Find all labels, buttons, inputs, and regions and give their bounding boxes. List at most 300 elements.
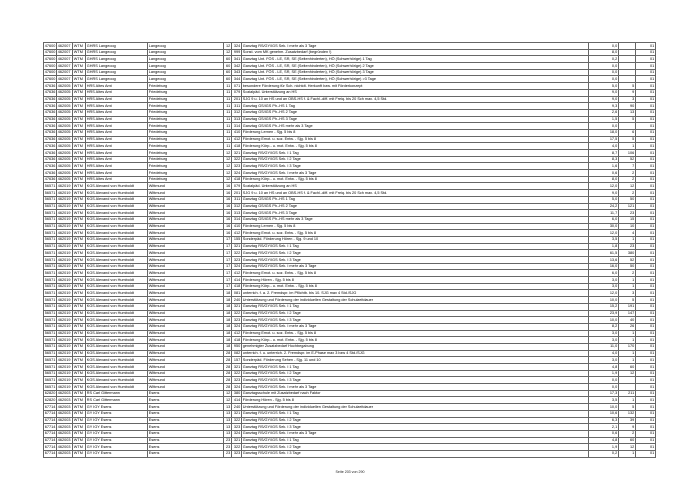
table-cell: 13 xyxy=(224,417,232,424)
table-cell: Friedeburg xyxy=(148,96,224,103)
table-cell: 170 xyxy=(619,343,636,350)
table-cell: 462005 xyxy=(57,89,73,96)
table-cell: 17 xyxy=(224,270,232,277)
table-cell: 01 xyxy=(636,129,656,136)
table-cell: WTM xyxy=(73,123,86,130)
table-cell: 191 xyxy=(619,303,636,310)
table-cell: 01 xyxy=(636,216,656,223)
table-cell: 2 xyxy=(619,170,636,177)
table-cell: WTM xyxy=(73,196,86,203)
table-cell: 462019 xyxy=(57,216,73,223)
table-cell: 01 xyxy=(636,143,656,150)
table-cell: 60 xyxy=(224,56,232,63)
table-cell xyxy=(619,384,636,391)
table-cell: 12 xyxy=(224,163,232,170)
table-cell: 462019 xyxy=(57,310,73,317)
table-cell: Ganztag Unt. FÖS - LE, SR, SE (Seitenhinderten), HÖ (Schwerhörige) 3 Tage xyxy=(242,69,589,76)
table-cell: 11 xyxy=(224,143,232,150)
table-cell: 12,0 xyxy=(589,290,619,297)
table-cell: Sonderpäd. Förderung Sehen - Sjg. 11 und 10 xyxy=(242,357,589,364)
table-cell: 17 xyxy=(224,250,232,257)
table-cell: SJG 9 u. 10 an HS und an OBS-HS f. & Fachl.-diff. mit Freiq. bis 20 Sch max. 4,5 Std. xyxy=(242,96,589,103)
table-row xyxy=(44,210,656,217)
table-cell: 322 xyxy=(232,444,242,451)
table-cell: 10 xyxy=(619,223,636,230)
table-cell: 462003 xyxy=(57,430,73,437)
table-cell: GY IGY Esens xyxy=(86,430,148,437)
table-cell xyxy=(619,377,636,384)
table-cell: Wittmund xyxy=(148,317,224,324)
table-cell: WTM xyxy=(73,283,86,290)
table-cell: Ganztag GS/IGS Ph.-HS 2 Tage xyxy=(242,109,589,116)
table-cell: 462019 xyxy=(57,190,73,197)
table-cell: 16 xyxy=(224,196,232,203)
table-row xyxy=(44,283,656,290)
table-cell: 462005 xyxy=(57,156,73,163)
table-cell: Esens xyxy=(148,417,224,424)
table-cell: KGS Alexand von Humboldt xyxy=(86,370,148,377)
table-cell: 147 xyxy=(619,310,636,317)
table-cell: 462007 xyxy=(57,63,73,70)
table-cell: 4,8 xyxy=(589,364,619,371)
table-cell: 47636 xyxy=(44,103,56,108)
table-cell: 56571 xyxy=(44,297,56,302)
table-cell: 01 xyxy=(636,290,656,297)
table-cell: 462003 xyxy=(57,417,73,424)
table-cell: Sonst. vom MK genehm. Zusatzbedarf (begründen !) xyxy=(242,49,589,56)
table-cell: 60 xyxy=(224,63,232,70)
table-cell: KGS Alexand von Humboldt xyxy=(86,310,148,317)
table-cell: 322 xyxy=(232,156,242,163)
table-cell: 56571 xyxy=(44,183,56,188)
table-cell: 462019 xyxy=(57,230,73,237)
table-cell: Ganztag RS/GY/IGS Sek. I 2 Tage xyxy=(242,250,589,257)
table-cell: 462019 xyxy=(57,337,73,344)
table-cell: 67714 xyxy=(44,431,56,436)
table-cell: 47636 xyxy=(44,123,56,128)
table-cell: WTM xyxy=(73,263,86,270)
table-cell: 9,0 xyxy=(589,96,619,103)
table-cell: 16 xyxy=(224,216,232,223)
table-cell: 67714 xyxy=(44,404,56,409)
table-cell: Ganztag RS/GY/IGS Sek. I 1 Tag xyxy=(242,150,589,157)
table-cell: Langeoog xyxy=(148,43,224,50)
table-cell: 313 xyxy=(232,210,242,217)
table-cell: KGS Alexand von Humboldt xyxy=(86,223,148,230)
table-cell: 01 xyxy=(636,430,656,437)
table-cell: 6 xyxy=(619,129,636,136)
table-cell: Esens xyxy=(148,444,224,451)
table-cell: 11,0 xyxy=(589,343,619,350)
table-cell: 01 xyxy=(636,270,656,277)
table-cell: 56571 xyxy=(44,317,56,322)
table-cell: 999 xyxy=(232,49,242,56)
table-cell: Ganztag RS/GY/IGS Sek. I 3 Tage xyxy=(242,163,589,170)
table-cell: GHRS Langeoog xyxy=(86,49,148,56)
table-cell: 47600 xyxy=(44,76,56,81)
table-cell: 322 xyxy=(232,370,242,377)
table-cell: 0,0 xyxy=(589,123,619,130)
table-row xyxy=(44,303,656,310)
table-cell: Förderung Hören - Sjg. 5 bis 8 xyxy=(242,397,589,404)
table-cell: 240 xyxy=(232,297,242,304)
table-cell: 0,2 xyxy=(589,56,619,63)
table-cell: Förderung Lernen - Sjg. 5 bis 8 xyxy=(242,223,589,230)
table-cell: Ganztag RS/GY/IGS Sek. I 3 Tage xyxy=(242,450,589,457)
table-cell: 462019 xyxy=(57,277,73,284)
table-cell: Ganztag RS/GY/IGS Sek. I 1 Tag xyxy=(242,410,589,417)
table-cell: 01 xyxy=(636,370,656,377)
table-row xyxy=(44,163,656,170)
table-cell: Wittmund xyxy=(148,297,224,304)
table-cell: 24,2 xyxy=(589,203,619,210)
table-cell: Wittmund xyxy=(148,377,224,384)
table-cell: Ganztag GS/IGS Ph.-HS 3 Tage xyxy=(242,116,589,123)
table-cell: WTM xyxy=(73,183,86,190)
table-cell: Esens xyxy=(148,410,224,417)
table-cell: 0,0 xyxy=(589,76,619,83)
table-cell: 380 xyxy=(232,390,242,397)
table-cell: 28 xyxy=(224,364,232,371)
table-cell: 47636 xyxy=(44,83,56,88)
table-cell: 90 xyxy=(619,103,636,110)
table-cell: 462019 xyxy=(57,370,73,377)
table-cell: Wittmund xyxy=(148,277,224,284)
table-row xyxy=(44,183,656,190)
table-cell: 462019 xyxy=(57,183,73,190)
table-cell: 321 xyxy=(232,364,242,371)
table-cell: 01 xyxy=(636,156,656,163)
table-cell: 01 xyxy=(636,257,656,264)
table-cell: 1 xyxy=(619,357,636,364)
table-cell: WTM xyxy=(73,136,86,143)
page-footer: Seite 203 von 290 xyxy=(335,470,365,474)
table-cell: 01 xyxy=(636,190,656,197)
table-cell: 4 xyxy=(619,230,636,237)
table-cell: RS Carl Gittermann xyxy=(86,390,148,397)
table-cell: 462019 xyxy=(57,377,73,384)
table-cell: HRS Altes Amt xyxy=(86,83,148,90)
table-cell: 462019 xyxy=(57,257,73,264)
table-cell: WTM xyxy=(73,83,86,90)
table-cell: Ganztag RS/GY/IGS Sek. I mehr als 3 Tage xyxy=(242,430,589,437)
table-cell: 01 xyxy=(636,337,656,344)
table-cell: 56571 xyxy=(44,270,56,275)
table-cell: 240 xyxy=(232,404,242,411)
table-cell: 56571 xyxy=(44,264,56,269)
table-cell: 1,9 xyxy=(589,444,619,451)
table-cell: 322 xyxy=(232,310,242,317)
table-cell: Ganztag Unt. FÖS - LE, SR, SE (Seitenhinderten), HÖ (Schwerhörige) 2 Tage xyxy=(242,63,589,70)
table-cell: 18 xyxy=(224,330,232,337)
table-cell: 950 xyxy=(232,343,242,350)
table-cell: 01 xyxy=(636,277,656,284)
table-cell: Friedeburg xyxy=(148,150,224,157)
table-cell: 5 xyxy=(619,83,636,90)
table-cell: 8,3 xyxy=(589,156,619,163)
table-cell: 11 xyxy=(224,96,232,103)
table-cell: 11 xyxy=(224,89,232,96)
table-cell: 61,5 xyxy=(589,250,619,257)
table-cell: 462019 xyxy=(57,203,73,210)
table-cell: 9,0 xyxy=(589,89,619,96)
table-row xyxy=(44,129,656,136)
table-cell: 9 xyxy=(619,424,636,431)
table-cell: Ganztag RS/GY/IGS Sek. I mehr als 3 Tage xyxy=(242,43,589,50)
table-cell: WTM xyxy=(73,370,86,377)
table-cell: KGS Alexand von Humboldt xyxy=(86,210,148,217)
table-cell: GY IGY Esens xyxy=(86,404,148,411)
table-cell: Wittmund xyxy=(148,290,224,297)
table-cell: 342 xyxy=(232,63,242,70)
table-cell: 01 xyxy=(636,89,656,96)
table-cell: 18 xyxy=(224,323,232,330)
table-cell: 1 xyxy=(619,330,636,337)
table-cell: WTM xyxy=(73,450,86,457)
table-cell: Förderung Emot. u. soz. Entw. - Sjg. 5 bis 8 xyxy=(242,330,589,337)
table-cell: Friedeburg xyxy=(148,123,224,130)
table-cell: Wittmund xyxy=(148,203,224,210)
table-cell: Friedeburg xyxy=(148,163,224,170)
table-cell: 01 xyxy=(636,176,656,183)
table-cell: 1 xyxy=(619,143,636,150)
table-cell: 462019 xyxy=(57,330,73,337)
table-cell: WTM xyxy=(73,170,86,177)
table-cell: 462003 xyxy=(57,424,73,431)
table-cell: 17 xyxy=(224,257,232,264)
table-cell: Wittmund xyxy=(148,364,224,371)
table-cell: KGS Alexand von Humboldt xyxy=(86,337,148,344)
table-cell: 1 xyxy=(619,397,636,404)
table-cell: Ganztag GS/IGS Ph.-HS 1 Tag xyxy=(242,196,589,203)
table-cell: WTM xyxy=(73,63,86,70)
table-cell: 01 xyxy=(636,76,656,83)
table-cell: Ganztag RS/GY/IGS Sek. I 1 Tag xyxy=(242,437,589,444)
table-row xyxy=(44,196,656,203)
table-cell: 60 xyxy=(224,76,232,83)
table-cell: 01 xyxy=(636,357,656,364)
table-cell: 56571 xyxy=(44,371,56,376)
table-row xyxy=(44,450,656,457)
table-cell: KGS Alexand von Humboldt xyxy=(86,377,148,384)
table-cell: 23 xyxy=(619,243,636,250)
table-cell: 11 xyxy=(224,83,232,90)
table-cell: GY IGY Esens xyxy=(86,437,148,444)
table-cell: WTM xyxy=(73,223,86,230)
table-cell xyxy=(619,63,636,70)
table-cell: 321 xyxy=(232,150,242,157)
table-cell: 18 xyxy=(224,343,232,350)
table-cell: 56571 xyxy=(44,324,56,329)
table-cell: Langeoog xyxy=(148,63,224,70)
table-cell: 462005 xyxy=(57,116,73,123)
table-row xyxy=(44,136,656,143)
table-cell: 462019 xyxy=(57,297,73,304)
table-cell: 56571 xyxy=(44,344,56,349)
table-cell: KGS Alexand von Humboldt xyxy=(86,323,148,330)
table-cell: 418 xyxy=(232,337,242,344)
table-row xyxy=(44,236,656,243)
table-cell: Ganztag RS/GY/IGS Sek. I mehr als 3 Tage xyxy=(242,170,589,177)
table-cell: KGS Alexand von Humboldt xyxy=(86,190,148,197)
table-cell: Friedeburg xyxy=(148,136,224,143)
table-cell: 155 xyxy=(232,236,242,243)
table-cell: 67714 xyxy=(44,451,56,456)
table-cell: HRS Altes Amt xyxy=(86,103,148,110)
table-cell: 324 xyxy=(232,430,242,437)
table-cell: 462007 xyxy=(57,56,73,63)
table-cell: Ganztag RS/GY/IGS Sek. I mehr als 3 Tage xyxy=(242,384,589,391)
table-row xyxy=(44,257,656,264)
table-cell: GY IGY Esens xyxy=(86,424,148,431)
table-cell: 28 xyxy=(224,357,232,364)
table-cell: WTM xyxy=(73,103,86,110)
table-cell: HRS Altes Amt xyxy=(86,176,148,183)
table-cell: Ganztagsschule mit Zusatzbedarf nach Faktor xyxy=(242,390,589,397)
table-row xyxy=(44,277,656,284)
table-cell: 13 xyxy=(224,410,232,417)
table-cell: Wittmund xyxy=(148,370,224,377)
table-cell: 1,8 xyxy=(589,243,619,250)
table-cell: 01 xyxy=(636,116,656,123)
table-cell: Ganztag RS/GY/IGS Sek. I 2 Tage xyxy=(242,156,589,163)
table-cell: Esens xyxy=(148,404,224,411)
table-cell: 462005 xyxy=(57,109,73,116)
table-cell: 462019 xyxy=(57,270,73,277)
table-cell: 0,0 xyxy=(589,69,619,76)
table-cell: WTM xyxy=(73,109,86,116)
table-cell: WTM xyxy=(73,437,86,444)
table-cell: 418 xyxy=(232,283,242,290)
table-cell: 47636 xyxy=(44,117,56,122)
table-row xyxy=(44,410,656,417)
table-cell: 462005 xyxy=(57,143,73,150)
table-cell: Esens xyxy=(148,397,224,404)
table-cell: 201 xyxy=(232,190,242,197)
table-cell: 01 xyxy=(636,303,656,310)
table-cell: 323 xyxy=(232,317,242,324)
table-cell: 11 xyxy=(224,123,232,130)
table-cell xyxy=(619,56,636,63)
table-cell: 10,0 xyxy=(589,404,619,411)
table-cell: 01 xyxy=(636,437,656,444)
table-cell: WTM xyxy=(73,397,86,404)
table-cell: 0,0 xyxy=(589,377,619,384)
table-cell: HRS Altes Amt xyxy=(86,96,148,103)
table-cell: RS Carl Gittermann xyxy=(86,397,148,404)
table-cell: 323 xyxy=(232,163,242,170)
table-cell: 1 xyxy=(619,337,636,344)
table-cell: Wittmund xyxy=(148,190,224,197)
table-cell: WTM xyxy=(73,424,86,431)
table-cell: 121 xyxy=(619,203,636,210)
table-row xyxy=(44,230,656,237)
table-cell: 16 xyxy=(224,190,232,197)
table-cell: 462007 xyxy=(57,69,73,76)
table-cell: 28 xyxy=(224,377,232,384)
table-cell: 462019 xyxy=(57,250,73,257)
table-cell: 4,8 xyxy=(589,437,619,444)
table-cell: 23 xyxy=(224,444,232,451)
table-cell: 13 xyxy=(224,430,232,437)
table-cell: WTM xyxy=(73,310,86,317)
table-cell: WTM xyxy=(73,404,86,411)
table-cell: 412 xyxy=(232,136,242,143)
table-cell: Wittmund xyxy=(148,196,224,203)
table-cell: WTM xyxy=(73,163,86,170)
table-cell: Esens xyxy=(148,437,224,444)
table-cell: 01 xyxy=(636,417,656,424)
table-cell: 01 xyxy=(636,283,656,290)
table-cell: 01 xyxy=(636,170,656,177)
table-cell: Förderung Hören - Sjg. 5 bis 8 xyxy=(242,277,589,284)
table-cell: 11 xyxy=(224,136,232,143)
table-cell: KGS Alexand von Humboldt xyxy=(86,243,148,250)
table-cell: Ganztag RS/GY/IGS Sek. I 2 Tage xyxy=(242,370,589,377)
table-cell: 11 xyxy=(224,129,232,136)
table-cell: KGS Alexand von Humboldt xyxy=(86,283,148,290)
table-cell: WTM xyxy=(73,323,86,330)
table-cell: Langeoog xyxy=(148,69,224,76)
table-cell: KGS Alexand von Humboldt xyxy=(86,250,148,257)
table-cell: 3,0 xyxy=(589,277,619,284)
table-cell: 12 xyxy=(619,183,636,190)
table-cell: GY IGY Esens xyxy=(86,444,148,451)
table-cell: 01 xyxy=(636,63,656,70)
table-cell: 11 xyxy=(224,109,232,116)
table-cell: 18,0 xyxy=(589,129,619,136)
table-cell: 01 xyxy=(636,196,656,203)
table-row xyxy=(44,270,656,277)
table-cell: Sonderpäd. Förderung Hören - Sjg. 9 und 10 xyxy=(242,236,589,243)
table-cell: 01 xyxy=(636,49,656,56)
table-row xyxy=(44,424,656,431)
table-cell: 462007 xyxy=(57,76,73,83)
table-cell: 56571 xyxy=(44,257,56,262)
table-cell: 321 xyxy=(232,410,242,417)
table-cell: 5 xyxy=(619,116,636,123)
table-cell: 8,2 xyxy=(589,323,619,330)
table-cell: 410 xyxy=(232,223,242,230)
table-row xyxy=(44,377,656,384)
table-cell: Friedeburg xyxy=(148,103,224,110)
table-cell: HRS Altes Amt xyxy=(86,109,148,116)
table-cell: 15 xyxy=(619,216,636,223)
table-row xyxy=(44,404,656,411)
table-cell: GY IGY Esens xyxy=(86,410,148,417)
table-cell: 3 xyxy=(619,96,636,103)
table-cell: 56571 xyxy=(44,224,56,229)
table-cell: GHRS Langeoog xyxy=(86,56,148,63)
table-cell: 01 xyxy=(636,250,656,257)
table-cell: 01 xyxy=(636,109,656,116)
table-cell: WTM xyxy=(73,190,86,197)
table-cell: 18 xyxy=(224,337,232,344)
table-cell: Esens xyxy=(148,430,224,437)
table-cell: 56571 xyxy=(44,377,56,382)
table-cell: Ganztag GS/IGS Ph.-HS 2 Tage xyxy=(242,203,589,210)
table-cell: 462019 xyxy=(57,317,73,324)
table-cell: HRS Altes Amt xyxy=(86,150,148,157)
table-cell: Förderung Emot. u. soz. Entw. - Sjg. 5 bis 8 xyxy=(242,136,589,143)
table-cell: 56571 xyxy=(44,244,56,249)
table-cell: 462005 xyxy=(57,176,73,183)
table-cell: KGS Alexand von Humboldt xyxy=(86,297,148,304)
table-row xyxy=(44,384,656,391)
table-cell: KGS Alexand von Humboldt xyxy=(86,357,148,364)
table-cell: 39 xyxy=(619,417,636,424)
table-cell: 1 xyxy=(619,277,636,284)
